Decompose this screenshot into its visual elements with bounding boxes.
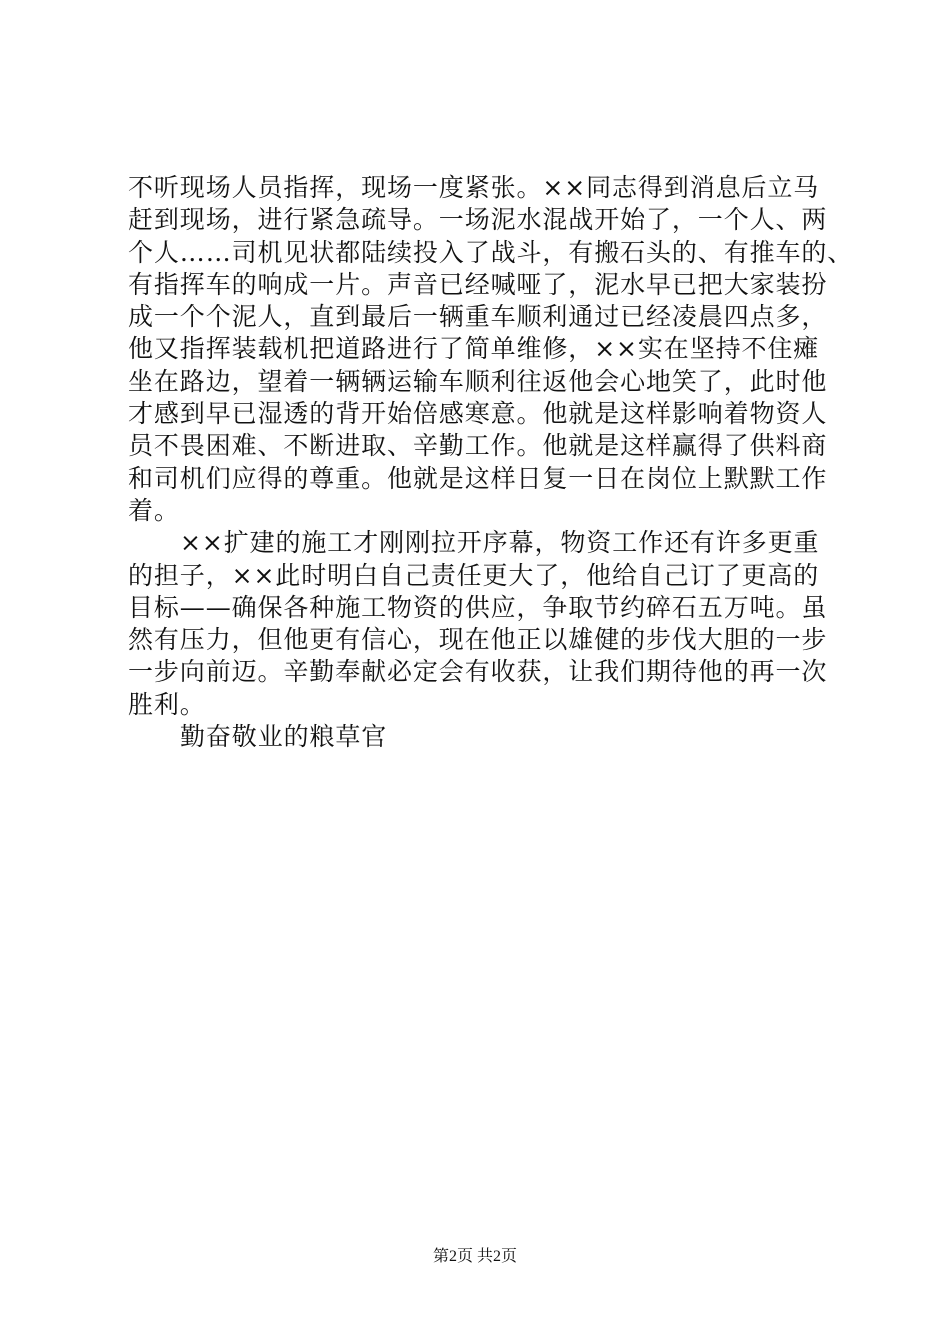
- text-line: 一步向前迈。辛勤奉献必定会有收获，让我们期待他的再一次: [128, 657, 828, 687]
- page-number-footer: 第2页 共2页: [432, 1248, 517, 1265]
- text-line: 着。: [128, 495, 180, 525]
- text-line: 员不畏困难、不断进取、辛勤工作。他就是这样赢得了供料商: [128, 431, 828, 461]
- text-line: 目标——确保各种施工物资的供应，争取节约碎石五万吨。虽: [128, 592, 828, 622]
- text-line: 然有压力，但他更有信心，现在他正以雄健的步伐大胆的一步: [128, 625, 828, 655]
- text-line: 成一个个泥人，直到最后一辆重车顺利通过已经凌晨四点多，: [128, 302, 828, 332]
- text-line: 不听现场人员指挥，现场一度紧张。××同志得到消息后立马: [128, 173, 820, 202]
- paragraph-start-line: ××扩建的施工才刚刚拉开序幕，物资工作还有许多更重: [180, 528, 820, 558]
- text-line: 的担子，××此时明白自己责任更大了，他给自己订了更高的: [128, 560, 820, 590]
- text-line: 胜利。: [128, 689, 206, 719]
- text-line: 个人……司机见状都陆续投入了战斗，有搬石头的、有推车的、: [128, 237, 854, 267]
- text-line: 才感到早已湿透的背开始倍感寒意。他就是这样影响着物资人: [128, 399, 828, 429]
- closing-title-line: 勤奋敬业的粮草官: [180, 722, 388, 752]
- text-line: 有指挥车的响成一片。声音已经喊哑了，泥水早已把大家装扮: [128, 269, 828, 299]
- body-text: [128, 172, 854, 753]
- text-line: 赶到现场，进行紧急疏导。一场泥水混战开始了，一个人、两: [128, 205, 828, 235]
- text-line: 和司机们应得的尊重。他就是这样日复一日在岗位上默默工作: [128, 463, 828, 493]
- text-line: 坐在路边，望着一辆辆运输车顺利往返他会心地笑了，此时他: [128, 366, 828, 396]
- text-line: 他又指挥装载机把道路进行了简单维修，××实在坚持不住瘫: [128, 334, 820, 364]
